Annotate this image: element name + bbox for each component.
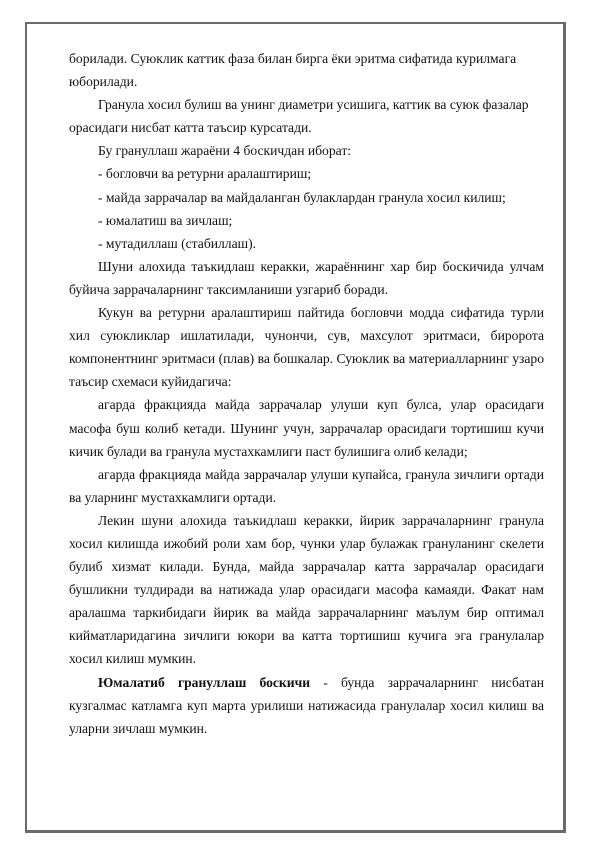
list-item: - юмалатиш ва зичлаш; [98, 212, 233, 228]
paragraph: агарда фракцияда майда заррачалар улуши куп булса, улар орасидаги масофа буш колиб кетади. Шунинг учун, заррачалар орасидаги тортишиш кучи кичик булади ва гранула мустахкамлиги паст булишига олиб келади; [69, 397, 544, 459]
list-item: - майда заррачалар ва майдаланган булаклардан гранула хосил килиш; [98, 189, 506, 205]
bold-term: Юмалатиб грануллаш боскичи [98, 674, 311, 690]
paragraph: Гранула хосил булиш ва унинг диаметри усишига, каттик ва суюк фазалар орасидаги нисбат катта таъсир курсатади. [69, 97, 529, 136]
paragraph: Лекин шуни алохида таъкидлаш керакки, йирик заррачаларнинг гранула хосил килишда ижобий роли хам бор, чунки улар булажак грануланинг скелети булиб хизмат килади. Бунда, майда заррачалар катта заррачалар орасидаги бушликни тулдиради ва натижада улар орасидаги масофа камаяди. Факат нам аралашма таркибидаги йирик ва майда заррачаларнинг маълум бир оптимал кийматларидагина зичлиги юкори ва катта тортишиш кучига эга гранулалар хосил килиш мумкин. [69, 512, 544, 667]
paragraph-text: - бунда заррачаларнинг нисбатан кузгалмас катламга куп марта урилиши натижасида гранулалар хосил килиш ва уларни зичлаш мумкин. [69, 674, 545, 736]
document-body [69, 47, 544, 740]
paragraph [69, 671, 544, 740]
list-item: - мутадиллаш (стабиллаш). [98, 235, 257, 251]
paragraph: Шуни алохида таъкидлаш керакки, жараённинг хар бир боскичида улчам буйича заррачаларнинг таксимланиши узгариб боради. [69, 258, 544, 297]
paragraph: Кукун ва ретурни аралаштириш пайтида богловчи модда сифатида турли хил суюкликлар ишлатилади, чунончи, сув, махсулот эритмаси, биророта компонентнинг эритмаси (плав) ва бошкалар. Суюклик ва материалларнинг узаро таъсир схемаси куйидагича: [69, 305, 544, 390]
paragraph: агарда фракцияда майда заррачалар улуши купайса, гранула зичлиги ортади ва уларнинг мустахкамлиги ортади. [69, 466, 544, 505]
paragraph: борилади. Суюклик каттик фаза билан бирга ёки эритма сифатида курилмага юборилади. [69, 51, 517, 90]
list-item: - богловчи ва ретурни аралаштириш; [98, 166, 312, 182]
paragraph: Бу грануллаш жараёни 4 боскичдан иборат: [98, 143, 352, 159]
